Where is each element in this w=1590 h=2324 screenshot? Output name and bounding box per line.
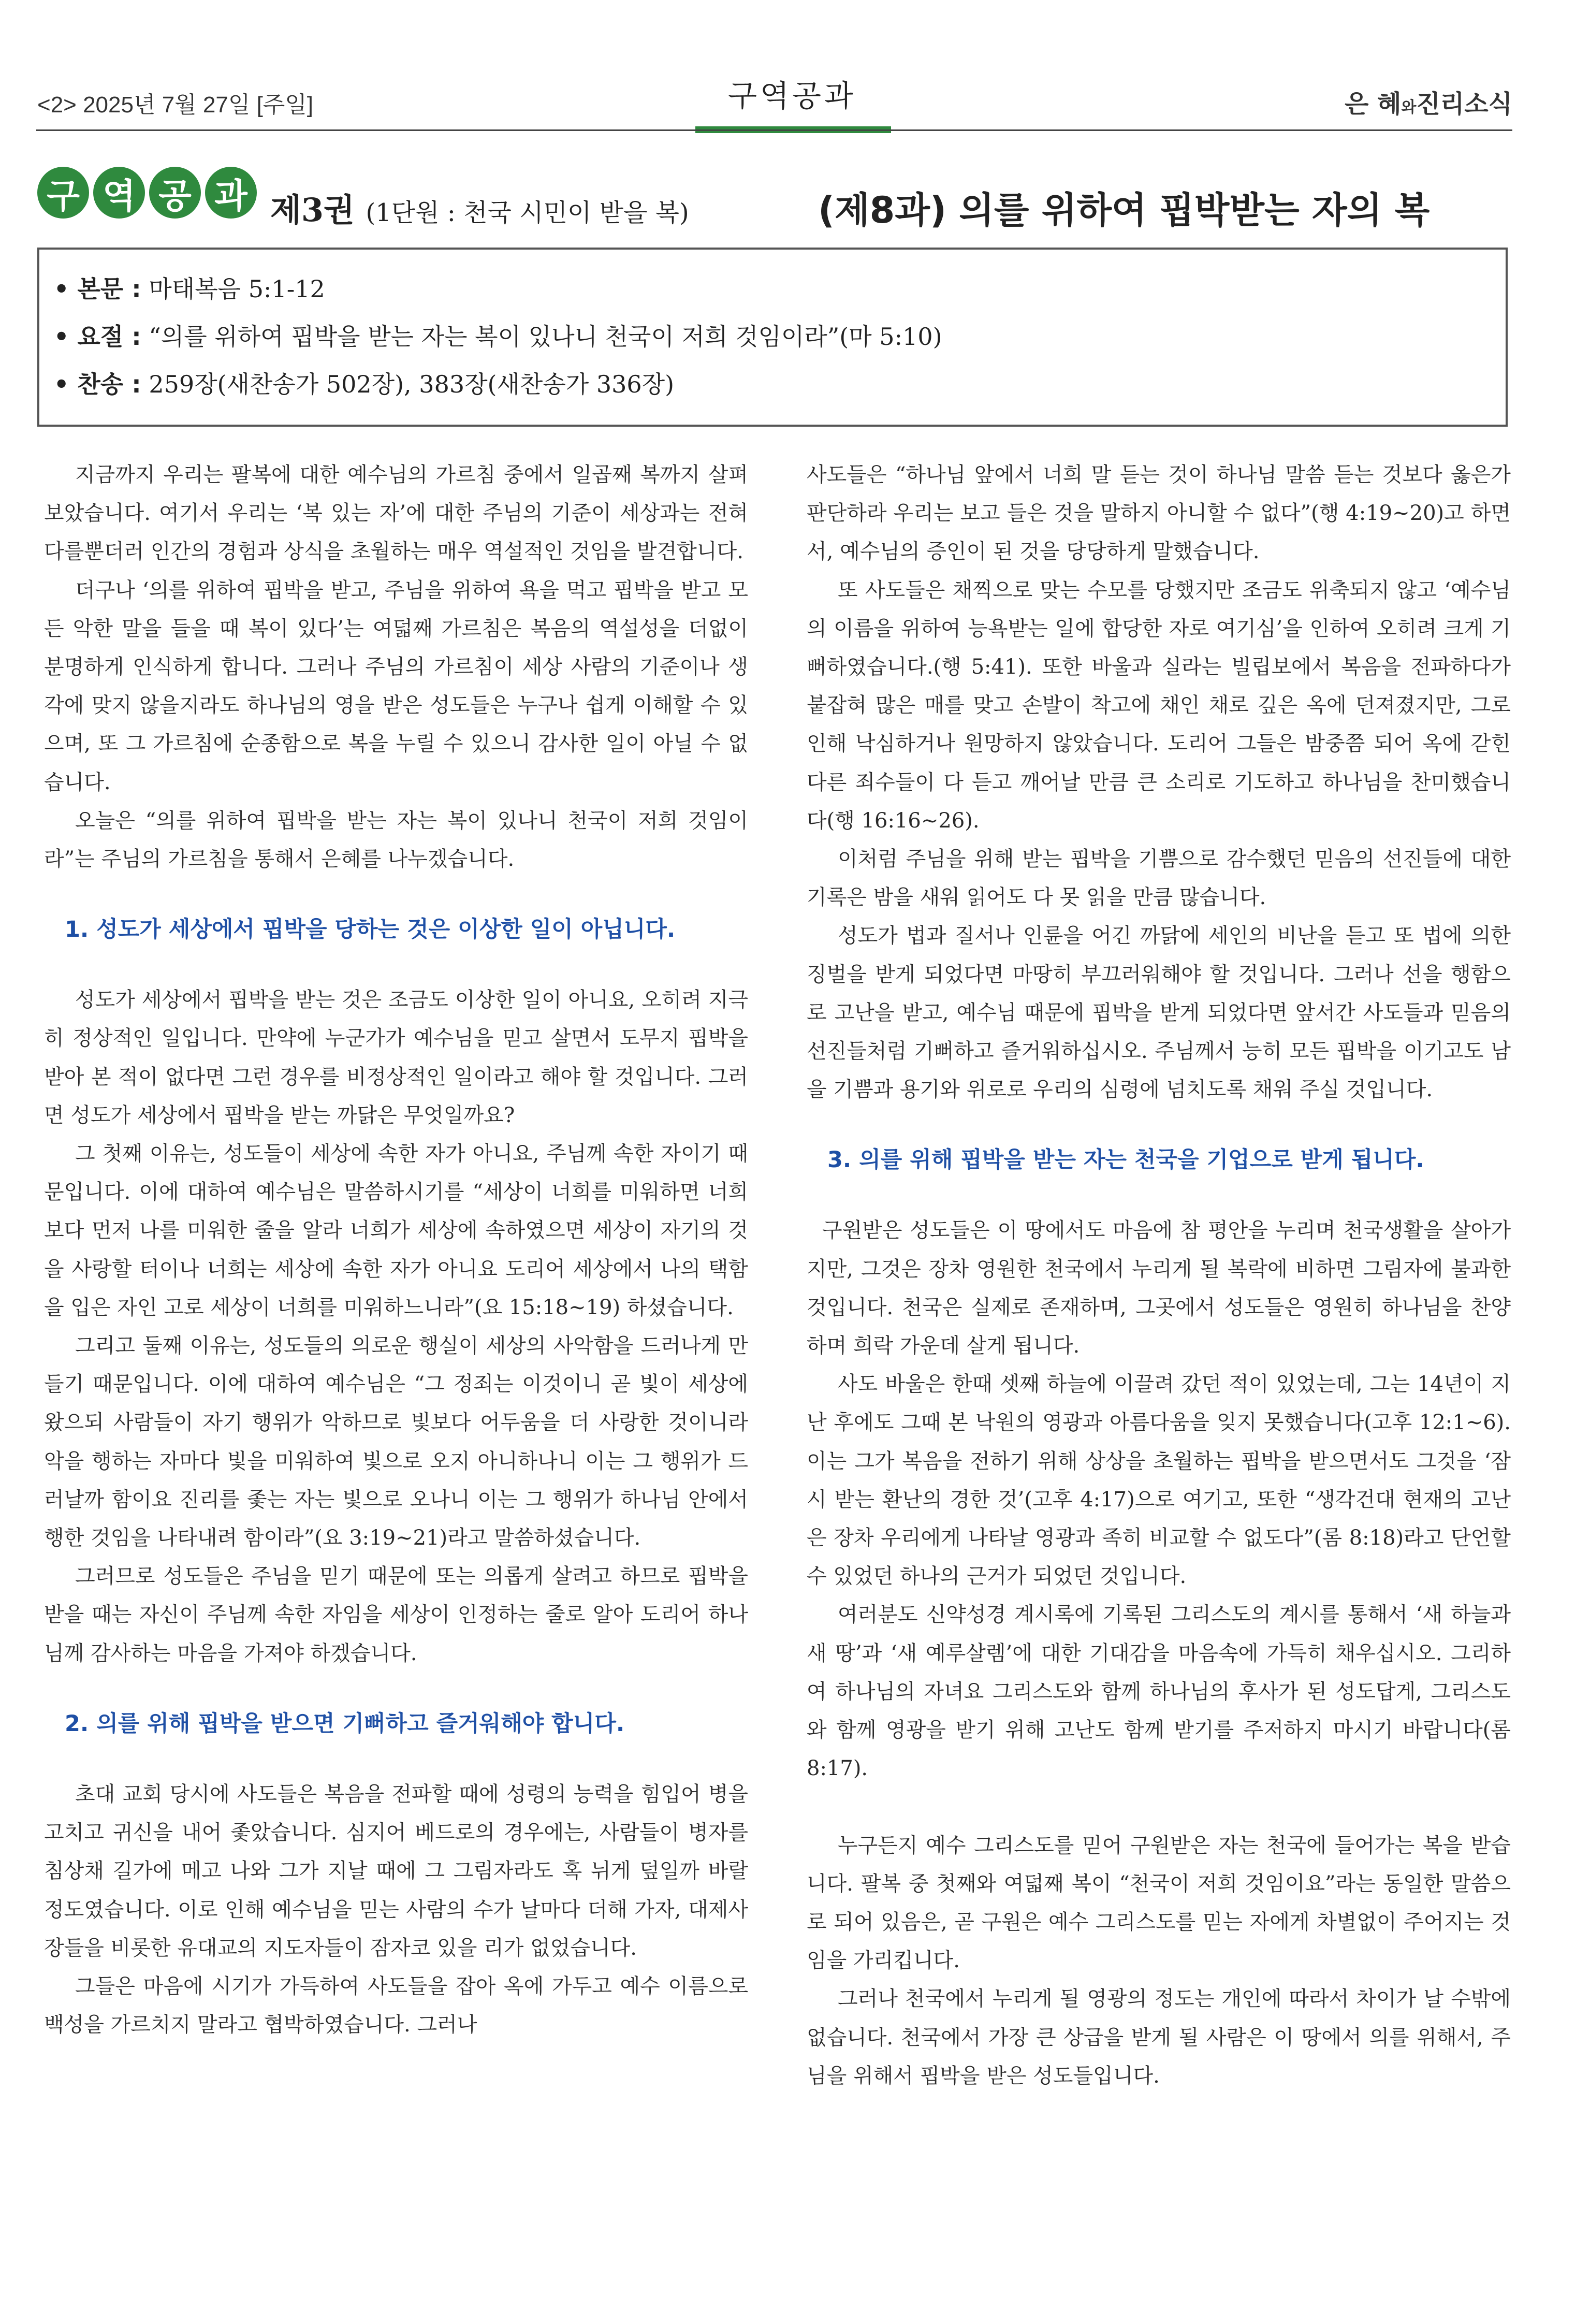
paragraph: 이처럼 주님을 위해 받는 핍박을 기쁨으로 감수했던 믿음의 선진들에 대한 기록은 밤을 새워 읽어도 다 못 읽을 만큼 많습니다. xyxy=(807,847,1511,910)
paragraph: 지금까지 우리는 팔복에 대한 예수님의 가르침 중에서 일곱째 복까지 살펴보았습니다. 여기서 우리는 ‘복 있는 자’에 대한 주님의 기준이 세상과는 전혀 다를뿐더러 인간의 경험과 상식을 초월하는 매우 역설적인 것임을 발견합니다. xyxy=(44,463,748,564)
paragraph: 그러나 천국에서 누리게 될 영광의 정도는 개인에 따라서 차이가 날 수밖에 없습니다. 천국에서 가장 큰 상급을 받게 될 사람은 이 땅에서 의를 위해서, 주님을 위해서 핍박을 받은 성도들입니다. xyxy=(807,1987,1511,2088)
paragraph: 누구든지 예수 그리스도를 믿어 구원받은 자는 천국에 들어가는 복을 받습니다. 팔복 중 첫째와 여덟째 복이 “천국이 저희 것임이요”라는 동일한 말씀으로 되어 있음은, 곧 구원은 예수 그리스도를 믿는 자에게 차별없이 주어지는 것임을 가리킵니다. xyxy=(807,1833,1511,1973)
right-column xyxy=(807,456,1511,2095)
hymn-line xyxy=(54,360,1506,408)
paragraph: 그 첫째 이유는, 성도들이 세상에 속한 자가 아니요, 주님께 속한 자이기 때문입니다. 이에 대하여 예수님은 말씀하시기를 “세상이 너희를 미워하면 너희보다 먼저 나를 미워한 줄을 알라 너희가 세상에 속하였으면 세상이 자기의 것을 사랑할 터이나 너희는 세상에 속한 자가 아니요 도리어 세상에서 나의 택함을 입은 자인 고로 세상이 너희를 미워하느니라”(요 15:18∼19) 하셨습니다. xyxy=(44,1142,748,1319)
volume-number: 제3권 xyxy=(270,191,355,229)
paragraph: 구원받은 성도들은 이 땅에서도 마음에 참 평안을 누리며 천국생활을 살아가지만, 그것은 장차 영원한 천국에서 누리게 될 복락에 비하면 그림자에 불과한 것입니다. 천국은 실제로 존재하며, 그곳에서 성도들은 영원히 하나님을 찬양하며 희락 가운데 살게 됩니다. xyxy=(807,1218,1511,1358)
lesson-info-box xyxy=(37,248,1508,427)
paragraph: 사도들은 “하나님 앞에서 너희 말 듣는 것이 하나님 말씀 듣는 것보다 옳은가 판단하라 우리는 보고 들은 것을 말하지 아니할 수 없다”(행 4:19∼20)고 하면서, 예수님의 증인이 된 것을 당당하게 말했습니다. xyxy=(807,463,1511,564)
section-heading-2: 2. 의를 위해 핍박을 받으면 기뻐하고 즐거워해야 합니다. xyxy=(65,1710,625,1737)
paragraph: 여러분도 신약성경 계시록에 기록된 그리스도의 계시를 통해서 ‘새 하늘과 새 땅’과 ‘새 예루살렘’에 대한 기대감을 마음속에 가득히 채우십시오. 그리하여 하나님의 자녀요 그리스도와 함께 하나님의 후사가 된 성도답게, 그리스도와 함께 영광을 받기 위해 고난도 함께 받기를 주저하지 마시기 바랍니다(롬 8:17). xyxy=(807,1603,1511,1781)
scripture-value: 마태복음 5:1-12 xyxy=(141,275,325,303)
key-verse-label: • 요절 : xyxy=(54,323,141,351)
hymn-label: • 찬송 : xyxy=(54,370,141,398)
paragraph: 또 사도들은 채찍으로 맞는 수모를 당했지만 조금도 위축되지 않고 ‘예수님의 이름을 위하여 능욕받는 일에 합당한 자로 여기심’을 인하여 오히려 크게 기뻐하였습니다.(행 5:41). 또한 바울과 실라는 빌립보에서 복음을 전파하다가 붙잡혀 많은 매를 맞고 손발이 착고에 채인 채로 깊은 옥에 던져졌지만, 그로 인해 낙심하거나 원망하지 않았습니다. 도리어 그들은 밤중쯤 되어 옥에 갇힌 다른 죄수들이 다 듣고 깨어날 만큼 큰 소리로 기도하고 하나님을 찬미했습니다(행 16:16∼26). xyxy=(807,578,1511,833)
section-title: 구역공과 xyxy=(727,78,857,113)
badge-char: 역 xyxy=(93,167,145,219)
unit-title: (1단원 : 천국 시민이 받을 복) xyxy=(366,198,689,227)
badge-char: 구 xyxy=(37,167,89,219)
section-badge xyxy=(37,167,257,219)
paragraph: 더구나 ‘의를 위하여 핍박을 받고, 주님을 위하여 욕을 먹고 핍박을 받고 모든 악한 말을 들을 때 복이 있다’는 여덟째 가르침은 복음의 역설성을 더없이 분명하게 인식하게 합니다. 그러나 주님의 가르침이 세상 사람의 기준이나 생각에 맞지 않을지라도 하나님의 영을 받은 성도들은 누구나 쉽게 이해할 수 있으며, 또 그 가르침에 순종함으로 복을 누릴 수 있으니 감사한 일이 아닐 수 없습니다. xyxy=(44,578,748,794)
paragraph: 성도가 세상에서 핍박을 받는 것은 조금도 이상한 일이 아니요, 오히려 지극히 정상적인 일입니다. 만약에 누군가가 예수님을 믿고 살면서 도무지 핍박을 받아 본 적이 없다면 그런 경우를 비정상적인 일이라고 해야 할 것입니다. 그러면 성도가 세상에서 핍박을 받는 까닭은 무엇일까요? xyxy=(44,988,748,1127)
paragraph: 사도 바울은 한때 셋째 하늘에 이끌려 갔던 적이 있었는데, 그는 14년이 지난 후에도 그때 본 낙원의 영광과 아름다움을 잊지 못했습니다(고후 12:1∼6). 이는 그가 복음을 전하기 위해 상상을 초월하는 핍박을 받으면서도 그것을 ‘잠시 받는 환난의 경한 것’(고후 4:17)으로 여기고, 또한 “생각건대 현재의 고난은 장차 우리에게 나타날 영광과 족히 비교할 수 없도다”(롬 8:18)라고 단언할 수 있었던 하나의 근거가 되었던 것입니다. xyxy=(807,1372,1511,1589)
badge-char: 공 xyxy=(149,167,201,219)
key-verse-value: “의를 위하여 핍박을 받는 자는 복이 있나니 천국이 저희 것임이라”(마 5:10) xyxy=(141,323,942,351)
brand-part2: 진리소식 xyxy=(1416,90,1512,119)
paragraph-spacer xyxy=(807,1788,1511,1826)
left-column xyxy=(44,456,748,2044)
lesson-title: (제8과) 의를 위하여 핍박받는 자의 복 xyxy=(818,189,1430,231)
scripture-line xyxy=(54,265,1506,313)
section-heading-3: 3. 의를 위해 핍박을 받는 자는 천국을 기업으로 받게 됩니다. xyxy=(827,1147,1424,1173)
paragraph: 성도가 법과 질서나 인륜을 어긴 까닭에 세인의 비난을 듣고 또 법에 의한 징벌을 받게 되었다면 마땅히 부끄러워해야 할 것입니다. 그러나 선을 행함으로 고난을 받고, 예수님 때문에 핍박을 받게 되었다면 앞서간 사도들과 믿음의 선진들처럼 기뻐하고 즐거워하십시오. 주님께서 능히 모든 핍박을 이기고도 남을 기쁨과 용기와 위로로 우리의 심령에 넘치도록 채워 주실 것입니다. xyxy=(807,924,1511,1102)
paragraph: 초대 교회 당시에 사도들은 복음을 전파할 때에 성령의 능력을 힘입어 병을 고치고 귀신을 내어 좇았습니다. 심지어 베드로의 경우에는, 사람들이 병자를 침상채 길가에 메고 나와 그가 지날 때에 그 그림자라도 혹 뉘게 덮일까 바랄 정도였습니다. 이로 인해 예수님을 믿는 사람의 수가 날마다 더해 가자, 대제사장들을 비롯한 유대교의 지도자들이 잠자코 있을 리가 없었습니다. xyxy=(44,1782,748,1960)
paragraph: 그러므로 성도들은 주님을 믿기 때문에 또는 의롭게 살려고 하므로 핍박을 받을 때는 자신이 주님께 속한 자임을 세상이 인정하는 줄로 알아 도리어 하나님께 감사하는 마음을 가져야 하겠습니다. xyxy=(44,1564,748,1665)
section-heading-1: 1. 성도가 세상에서 핍박을 당하는 것은 이상한 일이 아닙니다. xyxy=(65,917,676,943)
key-verse-line xyxy=(54,313,1506,360)
paragraph: 오늘은 “의를 위하여 핍박을 받는 자는 복이 있나니 천국이 저희 것임이라”는 주님의 가르침을 통해서 은혜를 나누겠습니다. xyxy=(44,808,748,872)
header-divider xyxy=(36,129,1512,131)
volume-title xyxy=(270,184,689,230)
publication-brand xyxy=(1345,84,1512,120)
hymn-value: 259장(새찬송가 502장), 383장(새찬송가 336장) xyxy=(141,370,675,398)
brand-conj: 와 xyxy=(1401,98,1417,117)
brand-part1: 은 혜 xyxy=(1345,90,1402,119)
page-date: <2> 2025년 7월 27일 [주일] xyxy=(37,92,314,118)
paragraph: 그들은 마음에 시기가 가득하여 사도들을 잡아 옥에 가두고 예수 이름으로 백성을 가르치지 말라고 협박하였습니다. 그러나 xyxy=(44,1974,748,2037)
paragraph: 그리고 둘째 이유는, 성도들의 의로운 행실이 세상의 사악함을 드러나게 만들기 때문입니다. 이에 대하여 예수님은 “그 정죄는 이것이니 곧 빛이 세상에 왔으되 사람들이 자기 행위가 악하므로 빛보다 어두움을 더 사랑한 것이니라 악을 행하는 자마다 빛을 미워하여 빛으로 오지 아니하나니 이는 그 행위가 드러날까 함이요 진리를 좇는 자는 빛으로 오나니 이는 그 행위가 하나님 안에서 행한 것임을 나타내려 함이라”(요 3:19∼21)라고 말씀하셨습니다. xyxy=(44,1334,748,1550)
badge-char: 과 xyxy=(205,167,257,219)
scripture-label: • 본문 : xyxy=(54,275,141,303)
